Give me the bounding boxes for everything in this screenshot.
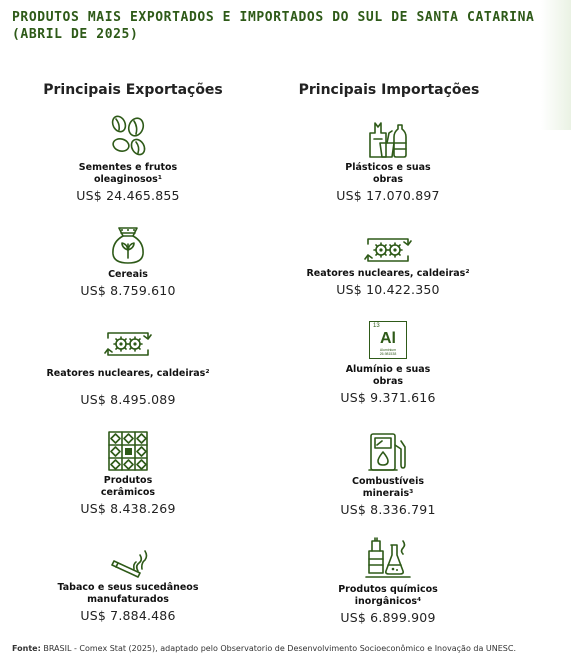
aluminum-element-icon (369, 321, 407, 359)
grain-sack-icon (108, 224, 148, 266)
plastic-items-icon (367, 119, 409, 159)
import-label: Combustíveis minerais³ (352, 476, 424, 499)
export-value: US$ 7.884.486 (80, 608, 176, 623)
export-value: US$ 8.759.610 (80, 283, 176, 298)
export-label: Produtos cerâmicos (100, 475, 156, 498)
export-value: US$ 24.465.855 (76, 188, 180, 203)
decorative-corner (541, 0, 571, 130)
cigarette-icon (108, 543, 148, 579)
export-value: US$ 8.438.269 (80, 501, 176, 516)
gears-icon (104, 329, 152, 359)
atomic-number: 13 (373, 323, 380, 329)
import-label: Produtos químicos inorgânicos⁴ (338, 584, 438, 607)
element-name: Aluminium (379, 348, 397, 352)
import-label: Alumínio e suas obras (345, 364, 431, 387)
gears-icon (364, 235, 412, 265)
export-item-ceramics (3, 430, 253, 516)
source-label: Fonte: (12, 644, 41, 653)
import-value: US$ 10.422.350 (336, 282, 440, 297)
source-note (12, 643, 557, 654)
import-item-aluminum (263, 321, 513, 405)
import-value: US$ 6.899.909 (340, 610, 436, 625)
export-label: Reatores nucleares, caldeiras² (46, 368, 210, 379)
seeds-icon (105, 113, 151, 159)
import-item-fuel (263, 431, 513, 517)
export-value: US$ 8.495.089 (80, 392, 176, 407)
imports-heading: Principais Importações (298, 82, 480, 98)
import-value: US$ 17.070.897 (336, 188, 440, 203)
chemistry-icon (365, 537, 411, 581)
element-mass: 26.981538 (379, 352, 397, 356)
source-text: BRASIL - Comex Stat (2025), adaptado pelo Observatorio de Desenvolvimento Socioeconômico e Inovação da UNESC. (43, 644, 517, 653)
page-title: PRODUTOS MAIS EXPORTADOS E IMPORTADOS DO SUL DE SANTA CATARINA (ABRIL DE 2025) (12, 10, 535, 42)
import-item-plastics (263, 119, 513, 203)
import-label: Reatores nucleares, caldeiras² (306, 268, 470, 279)
export-item-cereals (3, 224, 253, 298)
export-item-reactors (3, 329, 253, 407)
import-item-reactors (263, 235, 513, 297)
export-item-tobacco (3, 543, 253, 623)
export-label: Tabaco e seus sucedâneos manufaturados (57, 582, 199, 605)
export-label: Cereais (108, 269, 148, 280)
export-label: Sementes e frutos oleaginosos¹ (78, 162, 178, 185)
export-item-seeds (3, 113, 253, 203)
exports-heading: Principais Exportações (43, 82, 223, 98)
element-symbol: Al (380, 330, 396, 347)
fuel-pump-icon (367, 431, 409, 473)
import-label: Plásticos e suas obras (345, 162, 431, 185)
import-value: US$ 8.336.791 (340, 502, 436, 517)
ceramic-tiles-icon (107, 430, 149, 472)
import-value: US$ 9.371.616 (340, 390, 436, 405)
import-item-chemicals (263, 537, 513, 625)
